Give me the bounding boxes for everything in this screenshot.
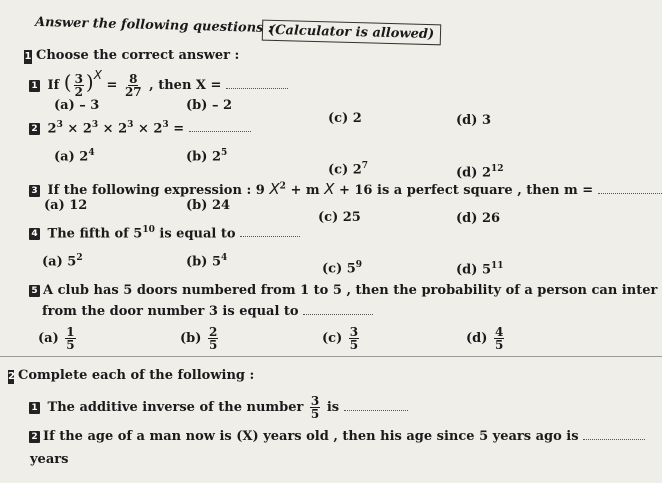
section1-title-text: Choose the correct answer :: [36, 48, 240, 63]
s2-q2-answer-blank[interactable]: [583, 439, 645, 440]
q1-option-b[interactable]: (b) – 2: [186, 98, 233, 113]
q5-number: 5: [29, 285, 40, 297]
q1-option-d[interactable]: (d) 3: [456, 113, 491, 128]
q1-suffix: , then X =: [149, 78, 222, 93]
q1-base-fraction: $\frac{3}{2}$: [74, 72, 83, 99]
q5-line2: from the door number 3 is equal to: [42, 304, 373, 319]
q4-option-d[interactable]: (d) $5^{11}$: [456, 261, 504, 278]
section2-title-text: Complete each of the following :: [18, 368, 255, 383]
q2-line: 2 $2^3 \times 2^3 \times 2^3 \times 2^3$ =: [29, 120, 251, 136]
q2-option-d[interactable]: (d) $2^{12}$: [456, 164, 504, 181]
q1-number: 1: [29, 80, 40, 92]
q1-answer-blank[interactable]: [226, 88, 288, 89]
q1-rhs-fraction: $\frac{8}{27}$: [124, 72, 142, 99]
q5-line1: 5 A club has 5 doors numbered from 1 to 5 , then the probability of a person can inter: [29, 283, 657, 298]
q4-option-b[interactable]: (b) $5^4$: [186, 253, 228, 270]
q5-option-c[interactable]: (c) $\frac{3}{5}$: [322, 325, 359, 352]
q3-option-c[interactable]: (c) 25: [318, 210, 361, 225]
q4-answer-blank[interactable]: [240, 236, 300, 237]
q3-line: 3 If the following expression : 9 $X^2 + m$ X + 16 is a perfect square , then m =: [29, 180, 662, 198]
q5-option-a[interactable]: (a) $\frac{1}{5}$: [38, 325, 75, 352]
q2-option-c[interactable]: (c) $2^7$: [328, 161, 369, 178]
q3-answer-blank[interactable]: [598, 193, 662, 194]
section1-title: [24, 48, 239, 64]
instruction-heading: Answer the following questions :: [34, 14, 273, 37]
q4-line: 4 The fifth of $5^{10}$ is equal to: [29, 225, 300, 241]
q1-exponent: X: [93, 68, 102, 82]
section2-number: 2: [8, 371, 15, 382]
q4-option-c[interactable]: (c) $5^9$: [322, 260, 363, 277]
q1-equals: =: [106, 78, 118, 93]
q4-number: 4: [29, 228, 40, 240]
section-divider: [0, 356, 662, 357]
s2-q2-line1: 2 If the age of a man now is (X) years old , then his age since 5 years ago is: [29, 429, 645, 444]
q5-option-d[interactable]: (d) $\frac{4}{5}$: [466, 325, 504, 352]
q1-line: 1 If ( $\frac{3}{2}$ )$^X$ = $\frac{8}{27}$ , then X =: [29, 68, 288, 98]
q1-option-c[interactable]: (c) 2: [328, 111, 362, 126]
q3-option-b[interactable]: (b) 24: [186, 198, 231, 213]
q4-option-a[interactable]: (a) $5^2$: [42, 253, 83, 270]
s2-q1-line: 1 The additive inverse of the number $\frac{3}{5}$ is: [29, 395, 408, 420]
q2-option-a[interactable]: (a) $2^4$: [54, 148, 95, 165]
section1-number: 1: [24, 51, 32, 62]
q3-option-a[interactable]: (a) 12: [44, 198, 88, 213]
section2-title: [8, 368, 254, 384]
q1-option-a[interactable]: (a) – 3: [54, 98, 100, 113]
q3-option-d[interactable]: (d) 26: [456, 211, 501, 226]
q2-answer-blank[interactable]: [189, 131, 251, 132]
q5-answer-blank[interactable]: [303, 314, 373, 315]
q5-option-b[interactable]: (b) $\frac{2}{5}$: [180, 325, 218, 352]
q1-prefix: If: [47, 78, 60, 93]
s2-q2-line2: years: [30, 452, 69, 467]
calculator-note: (Calculator is allowed): [262, 20, 442, 46]
q3-number: 3: [29, 185, 40, 197]
s2-q1-answer-blank[interactable]: [344, 410, 408, 411]
q2-number: 2: [29, 123, 40, 135]
s2-q1-number: 1: [29, 402, 40, 414]
s2-q2-number: 2: [29, 431, 40, 443]
q2-option-b[interactable]: (b) $2^5$: [186, 148, 228, 165]
